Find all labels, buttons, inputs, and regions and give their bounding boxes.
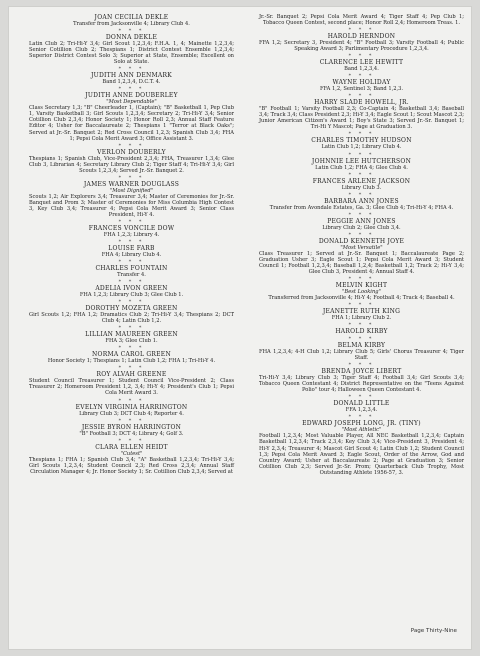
student-entry (259, 198, 464, 211)
student-entry (29, 371, 234, 396)
activities-text: Jr.-Sr. Banquet 2; Pepsi Cola Merit Award 4; Tiger Staff 4; Pep Club 1; Tobacco Queen Contest, second place; Honor Roll 2,4; Homeroom Treas. 1. (259, 14, 464, 27)
student-name: ROY ALVAH GREENE (96, 371, 167, 379)
entry-separator: * * * (348, 151, 375, 158)
activities-text: Latin Club 1,2; Library Club 4. (321, 144, 402, 151)
activities-text: Thespians 1; FHA 1; Spanish Club 3,4; "A" Basketball 1,2,3,4; Tri-Hi-Y 3,4; Girl Scouts 1,2,3,4; Student Council 2,3; Red Cross 2,3,4; Annual Staff Circulation Manager 4; Jr. Honor Society 1; Sr. Cotillion Club 2,3,4; Served at (29, 456, 234, 475)
student-entry (29, 34, 234, 65)
student-entry (29, 92, 234, 141)
activities-text: Class Treasurer 1; Served at Jr.-Sr. Banquet 1; Baccalaureate Page 2; Graduation Usher 3; Eagle Scout 1; Pepsi Cola Merit Award 3; Student Council 1; Football 1,2,3,4; Baseball 1,2,4; Basketball 1,2; Track 2; Hi-Y 3,4; Glee Club 3, President 4; Annual Staff 4. (259, 250, 464, 275)
student-name: HAROLD HERNDON (327, 33, 396, 41)
student-entry (259, 218, 464, 231)
activities-text: "B" Football 1; Varsity Football 2,3; Co-Captain 4; Basketball 3,4; Baseball 3,4; Track 3,4; Class President 2,3; Hi-Y 3,4; Eagle Scout 1; Scout Mascot 2,3; Junior American Citizen's Award 1; Boy's State 3; Served Jr.-Sr. Banquet 1; Tri-Hi Y Mascot; Page at Graduation 3. (259, 106, 464, 131)
student-name: DONALD LITTLE (333, 400, 390, 408)
student-entry (29, 265, 234, 278)
student-entry (259, 158, 464, 171)
entry-separator: * * * (348, 211, 375, 218)
student-name: BELMA KIRBY (337, 342, 386, 350)
student-name: CHARLES FOUNTAIN (95, 265, 168, 273)
entry-separator: * * * (118, 86, 145, 93)
entry-separator: * * * (118, 259, 145, 266)
activities-text: Band 1,2,3,4, D.C.T. 4. (102, 79, 161, 86)
entry-separator: * * * (118, 279, 145, 286)
activities-text: "B" Football 3; DCT 4; Library 4; Golf 3. (79, 430, 184, 437)
entry-separator: * * * (118, 437, 145, 444)
activities-text: FHA 3; Glee Club 1. (105, 338, 158, 345)
activities-text: FFA 1,2,3,4. (345, 407, 378, 414)
activities-text: Student Council Treasurer 1; Student Council Vice-President 2; Class Treasurer 2; Homeroom President 1,2, 3,4; Hi-Y 4; President's Club 1; Pepsi Cola Merit Award 3. (29, 378, 234, 397)
student-name: LOUISE FARB (108, 245, 155, 253)
student-name: DONALD KENNETH JOYE (318, 237, 405, 245)
entry-separator: * * * (348, 131, 375, 138)
activities-text: Football 1,2,3,4; Most Valuable Player, All NEC Basketball 1,2,3,4; Captain Basketball 1,2,3,4; Track 2,3,4; Key Club 3,4; Vice-President 3, President 4; Hi-Y 2,3,4; Treasurer 4; Mascot Girl Scout 4; Latin Club 1,2; Student Council 1,3; Pepsi Cola Merit Award 3; Eagle Scout, Order of the Arrow, God and Country Award; Usher at Baccalaureate 2; Page at Graduation 3; Senior Cotillion Club 2,3; Served Jr.-Sr. Prom; Quarterback Club Trophy, Most Outstanding Athlete 1956-57, 3. (259, 433, 464, 476)
entry-separator: * * * (348, 302, 375, 309)
student-name: JOAN CECILIA DEKLE (94, 14, 169, 21)
student-entry (259, 282, 464, 301)
student-entry (29, 72, 234, 85)
student-entry (29, 444, 234, 475)
student-name: JUDITH ANNE DOUBERLEY (85, 92, 178, 100)
activities-text: FFA 1,2, Sentinel 3; Band 1,2,3. (319, 86, 404, 93)
student-entry (29, 351, 234, 364)
student-entry (259, 99, 464, 130)
student-entry (259, 420, 464, 475)
activities-text: FHA 1,2,3; Library Club 3; Glee Club 1. (79, 292, 184, 299)
entry-separator: * * * (118, 417, 145, 424)
entry-separator: * * * (118, 174, 145, 181)
superlative-title: "Most Dependable" (106, 99, 157, 106)
activities-text: Latin Club 2; Tri-Hi-Y 3,4; Girl Scout 1,2,3,4; F.H.A. 1, 4; Mainette 1,2,3,4; Senior Cotillion Club 2; Thespians 1; District Contest Ensemble 1,2,3,4; Superior District Contest Solo 3; Superior at State, Ensemble; Excellent on Solo at State. (29, 41, 234, 66)
activities-text: FHA 1; Library Club 2. (331, 315, 392, 322)
activities-text: Library Club 3; DCT Club 4; Reporter 4. (79, 410, 184, 417)
student-entry (29, 424, 234, 437)
student-entry (259, 79, 464, 92)
student-name: EDWARD JOSEPH LONG, JR. (TINY) (302, 420, 421, 428)
superlative-title: "Cutest" (120, 450, 143, 457)
student-name: ADELIA IVON GREEN (95, 285, 168, 293)
student-entry (29, 404, 234, 417)
student-name: LILLIAN MAUREEN GREEN (85, 331, 178, 339)
student-name: JOHNNIE LEE HUTCHERSON (311, 157, 412, 165)
activities-text: Tri-Hi-Y 3,4; Library Club 3; Tiger Staff 4; Football 3,4; Girl Scouts 3,4; Tobacco Queen Contestant 4; District Representative on the "Teens Against Polio" tour 4; Halloween Queen Contestant 4. (259, 375, 464, 394)
entry-separator: * * * (348, 53, 375, 60)
student-name: HAROLD KIRBY (335, 328, 388, 336)
page-number: Page Thirty-Nine (410, 628, 457, 634)
student-entry (29, 245, 234, 258)
entry-separator: * * * (348, 171, 375, 178)
student-entry (259, 400, 464, 413)
student-name: DOROTHY MOZETA GREEN (85, 305, 178, 313)
entry-separator: * * * (348, 27, 375, 34)
student-entry (29, 225, 234, 238)
activities-text: Class Secretary 1,3; "B" Cheerleader 1, (Captain); "B" Basketball 1, Pep Club 1, Varsity Basketball 3; Girl Scouts 1,2,3,4; Secretary 2; Tri-Hi-Y 3,4; Senior Cotillion Club 2,3,4; Honor Society 1; Honor Roll 2,3; Annual Staff Feature Editor 4; Usher for Baccalaureate 2; Thespians 1 "Terror at Black Oaks"; Served at Jr.-Sr. Banquet 2; Red Cross Council 1,2,3; Spanish Club 3,4; FHA 1; Pepsi Cola Merit Award 3; Office Assistant 3. (29, 105, 234, 142)
activities-text: FFA 1,2; Secretary 3, President 4; "B" Football 3; Varsity Football 4; Public Speaking Award 3; Parlimentary Procedure 1,2,3,4. (259, 40, 464, 53)
entry-separator: * * * (348, 336, 375, 343)
student-entry (29, 305, 234, 324)
student-entry (259, 59, 464, 72)
student-name: BARBARA ANN JONES (324, 197, 399, 205)
student-name: JEANETTE RUTH KING (322, 308, 401, 316)
entry-separator: * * * (348, 93, 375, 100)
left-column (29, 14, 234, 476)
student-name: CHARLES TIMOTHY HUDSON (311, 137, 412, 145)
student-name: FRANCES ARLENE JACKSON (312, 177, 411, 185)
student-name: PEGGIE ANN JONES (327, 217, 396, 225)
entry-separator: * * * (348, 322, 375, 329)
student-name: VERLON DOUBERLY (97, 148, 166, 156)
activities-text: FHA 4; Library Club 4. (101, 252, 162, 259)
entry-separator: * * * (348, 275, 375, 282)
entry-separator: * * * (348, 231, 375, 238)
student-entry (29, 285, 234, 298)
entry-separator: * * * (118, 325, 145, 332)
student-entry (29, 14, 234, 27)
activities-text: Thespians 1; Spanish Club, Vice-President 2,3,4; FHA, Treasurer 1,3,4; Glee Club 3, Librarian 4; Secretary Library Club 2; Tiger Staff 4; Tri-Hi-Y 3,4; Girl Scouts 1,2,3,4; Served Jr.-Sr. Banquet 2. (29, 155, 234, 174)
activities-text: Library Club 3. (341, 184, 382, 191)
entry-separator: * * * (118, 66, 145, 73)
student-entry (259, 33, 464, 52)
student-name: NORMA CAROL GREEN (92, 351, 171, 359)
student-entry (259, 368, 464, 393)
student-entry (259, 328, 464, 335)
student-name: CLARENCE LEE HEWITT (319, 59, 404, 67)
activities-text: Honor Society 1; Thespians 1; Latin Club 1,2; FHA 1; Tri-Hi-Y 4. (47, 358, 216, 365)
student-entry (259, 137, 464, 150)
student-name: WAYNE HOLIDAY (332, 79, 391, 87)
entry-separator: * * * (348, 73, 375, 80)
student-name: EVELYN VIRGINIA HARRINGTON (75, 403, 188, 411)
student-entry (259, 238, 464, 275)
activities-text: Girl Scouts 1,2; FHA 1,2; Dramatics Club 2; Tri-Hi-Y 3,4; Thespians 2; DCT Club 4; Latin Club 1,2. (29, 312, 234, 325)
student-name: BRENDA JOYCE LIBERT (321, 368, 402, 376)
entry-separator: * * * (348, 414, 375, 421)
entry-separator: * * * (118, 299, 145, 306)
entry-separator: * * * (118, 239, 145, 246)
student-name: MELVIN KIGHT (335, 281, 388, 289)
activities-text: Scouts 1,2; Air Explorers 3,4; Treasurer 3,4; Master of Ceremonies for Jr.-Sr. Banquet and Prom 3; Master of Ceremonies for Miss Columbia High Contest 3, Key Club 3,4; Treasurer 4; Pepsi Cola Merit Award 3; Senior Class President, Hi-Y 4. (29, 193, 234, 218)
student-entry (259, 178, 464, 191)
activities-text: Transfer from Jacksonville 4; Library Club 4. (73, 21, 190, 27)
student-name: HARRY SLADE HOWELL, JR. (314, 99, 409, 107)
student-entry (259, 308, 464, 321)
activities-text: Library Club 2; Glee Club 3,4. (322, 224, 401, 231)
student-entry (29, 181, 234, 218)
superlative-title: "Most Dignified" (109, 187, 154, 194)
entry-separator: * * * (118, 345, 145, 352)
entry-separator: * * * (118, 218, 145, 225)
student-entry (259, 342, 464, 361)
student-name: CLARA ELLEN HEIDT (95, 443, 168, 451)
student-name: DONNA DEKLE (105, 34, 158, 42)
student-entry (29, 149, 234, 174)
entry-separator: * * * (118, 28, 145, 35)
yearbook-page (8, 6, 472, 650)
activities-text: Band 1,2,3,4. (344, 66, 379, 73)
entry-separator: * * * (118, 142, 145, 149)
entry-separator: * * * (348, 191, 375, 198)
student-name: JESSIE BYRON HARRINGTON (81, 423, 182, 431)
superlative-title: "Most Athletic" (341, 427, 382, 434)
entry-separator: * * * (118, 397, 145, 404)
activities-text: Transferred from Jacksonville 4; Hi-Y 4; Football 4; Track 4; Baseball 4. (268, 294, 455, 301)
student-entry (259, 14, 464, 26)
student-name: JAMES WARNER DOUGLASS (83, 180, 180, 188)
entry-separator: * * * (118, 365, 145, 372)
superlative-title: "Best Looking" (342, 288, 381, 295)
activities-text: Transfer 4. (117, 272, 146, 279)
superlative-title: "Most Versatile" (340, 244, 383, 251)
student-name: JUDITH ANN DENMARK (91, 72, 172, 80)
activities-text: FHA 1,2,3; Library 4. (103, 231, 160, 238)
student-name: FRANCES VONCILE DOW (88, 224, 175, 232)
activities-text: Latin Club 1,2; FHA 4; Glee Club 4. (315, 164, 408, 171)
activities-text: FHA 1,2,3,4; 4-H Club 1,2; Library Club 5; Girls' Chorus Treasurer 4; Tiger Staff. (259, 349, 464, 362)
entry-separator: * * * (348, 394, 375, 401)
entry-separator: * * * (348, 362, 375, 369)
student-entry (29, 331, 234, 344)
right-column (259, 14, 464, 477)
activities-text: Transfer from Avondale Estates, Ga. 3; Glee Club 4; Tri-Hi-Y 4; FHA 4. (269, 204, 454, 211)
